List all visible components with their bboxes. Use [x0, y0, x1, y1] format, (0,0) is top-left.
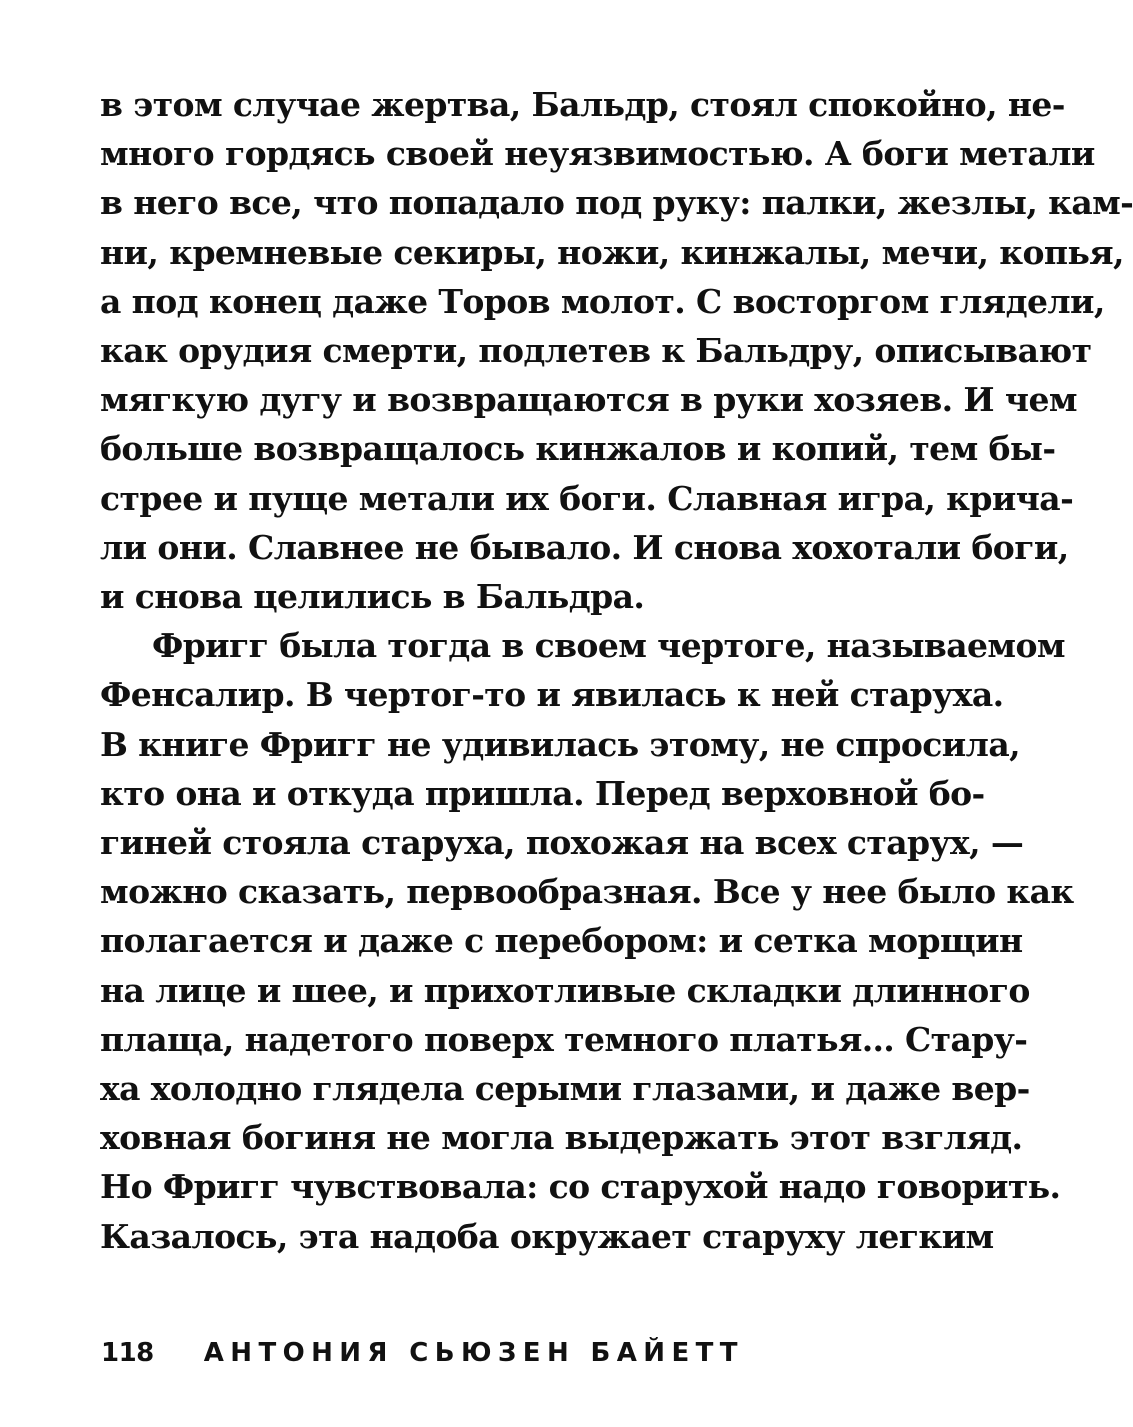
text-line: Фригг была тогда в своем чертоге, называемом: [152, 626, 1065, 666]
text-line: кто она и откуда пришла. Перед верховной бо-: [100, 773, 985, 813]
page-number: 118: [101, 1338, 154, 1368]
text-line: полагается и даже с перебором: и сетка морщин: [100, 921, 1023, 961]
text-line: Фенсалир. В чертог-то и явилась к ней старуха.: [100, 675, 1004, 715]
text-line: В книге Фригг не удивилась этому, не спросила,: [100, 724, 1021, 764]
text-line: а под конец даже Торов молот. С восторгом глядели,: [100, 281, 1105, 321]
text-line: в этом случае жертва, Бальдр, стоял спокойно, не-: [100, 85, 1065, 124]
text-line: Но Фригг чувствовала: со старухой надо говорить.: [100, 1167, 1061, 1207]
text-line: Казалось, эта надоба окружает старуху легким: [100, 1216, 994, 1256]
paragraph-1: [100, 80, 1133, 621]
text-line: можно сказать, первообразная. Все у нее было как: [100, 872, 1074, 912]
page-footer: [101, 1338, 744, 1368]
text-line: стрее и пуще метали их боги. Славная игра, крича-: [100, 478, 1074, 518]
text-line: ли они. Славнее не бывало. И снова хохотали боги,: [100, 527, 1069, 567]
text-line: ховная богиня не могла выдержать этот взгляд.: [100, 1118, 1023, 1158]
text-line: как орудия смерти, подлетев к Бальдру, описывают: [100, 331, 1092, 371]
text-line: в него все, что попадало под руку: палки, жезлы, кам-: [100, 183, 1133, 223]
text-line: и снова целились в Бальдра.: [100, 577, 645, 617]
running-head-author: АНТОНИЯ СЬЮЗЕН БАЙЕТТ: [203, 1338, 744, 1368]
text-line: гиней стояла старуха, похожая на всех старух, —: [100, 823, 1024, 863]
text-line: мягкую дугу и возвращаются в руки хозяев. И чем: [100, 380, 1077, 420]
text-line: плаща, надетого поверх темного платья… Стару-: [100, 1019, 1028, 1059]
text-line: больше возвращалось кинжалов и копий, тем бы-: [100, 429, 1056, 469]
text-line: на лице и шее, и прихотливые складки длинного: [100, 970, 1030, 1010]
text-line: много гордясь своей неуязвимостью. А боги метали: [100, 134, 1095, 174]
text-line: ни, кремневые секиры, ножи, кинжалы, мечи, копья,: [100, 232, 1124, 272]
book-page-text: [100, 80, 1133, 1261]
text-line: ха холодно глядела серыми глазами, и даже вер-: [100, 1069, 1030, 1109]
paragraph-2: [100, 621, 1074, 1261]
